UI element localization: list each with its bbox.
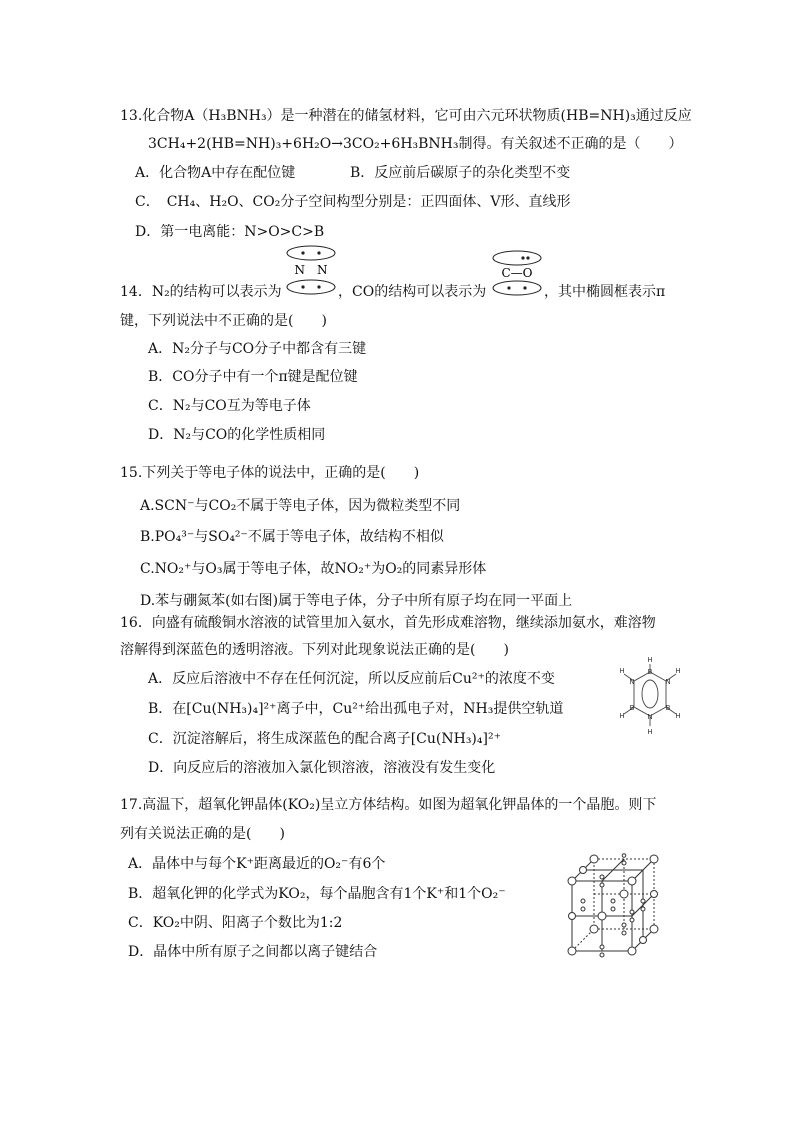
q16-option-d: D．向反应后的溶液加入氯化钡溶液，溶液没有发生变化 [148,760,496,776]
q17-stem-line2: 列有关说法正确的是( ) [120,826,285,842]
n2-structure-figure [284,244,338,298]
q14-option-c: C．N₂与CO互为等电子体 [148,398,311,414]
q14-stem-mid: ，CO的结构可以表示为 [338,284,487,300]
q17-option-c: C．KO₂中阴、阳离子个数比为1:2 [128,915,343,931]
q16-option-b: B．在[Cu(NH₃)₄]²⁺离子中，Cu²⁺给出孤电子对，NH₃提供空轨道 [148,701,564,717]
q14-stem-line2: 键，下列说法中不正确的是( ) [120,313,327,329]
co-label: C—O [501,266,533,280]
q15-option-d: D.苯与硼氮苯(如右图)属于等电子体，分子中所有原子均在同一平面上 [140,593,573,609]
q15-option-c: C.NO₂⁺与O₃属于等电子体，故NO₂⁺为O₂的同素异形体 [140,561,487,577]
ko2-unit-cell-figure [566,853,662,963]
q15-stem: 15.下列关于等电子体的说法中，正确的是( ) [120,465,420,481]
q17-option-d: D．晶体中所有原子之间都以离子键结合 [128,944,378,960]
borazine-atom: H [647,728,653,736]
q17-option-b: B．超氧化钾的化学式为KO₂，每个晶胞含有1个K⁺和1个O₂⁻ [128,886,506,902]
borazine-atom: H [619,712,625,720]
borazine-atom: H [647,656,653,664]
q13-stem-line2: 3CH₄+2(HB=NH)₃+6H₂O→3CO₂+6H₃BNH₃制得。有关叙述不正确的是（ ） [148,136,683,152]
q14-option-d: D．N₂与CO的化学性质相同 [148,427,326,443]
borazine-atom: H [675,712,681,720]
borazine-structure-figure [612,654,688,738]
borazine-atom: B [665,704,671,712]
q14-option-a: A．N₂分子与CO分子中都含有三键 [148,341,367,357]
borazine-atom: N [647,713,653,721]
q13-option-d: D．第一电离能：N>O>C>B [135,224,325,240]
borazine-atom: B [647,668,653,676]
q13-option-a: A．化合物A中存在配位键 [135,165,296,181]
borazine-atom: B [629,704,635,712]
borazine-atom: H [619,667,625,675]
q16-option-c: C．沉淀溶解后，将生成深蓝色的配合离子[Cu(NH₃)₄]²⁺ [148,731,501,747]
q14-stem-post: ，其中椭圆框表示π [544,284,666,300]
q14-stem-pre: 14．N₂的结构可以表示为 [120,284,282,300]
co-structure-figure [490,250,544,298]
borazine-atom: N [629,678,635,686]
borazine-atom: N [665,678,671,686]
n2-label: N N [294,263,328,277]
q13-option-b: B．反应前后碳原子的杂化类型不变 [350,165,571,181]
q17-option-a: A．晶体中与每个K⁺距离最近的O₂⁻有6个 [128,856,386,872]
q15-option-a: A.SCN⁻与CO₂不属于等电子体，因为微粒类型不同 [140,498,461,514]
q16-option-a: A．反应后溶液中不存在任何沉淀，所以反应前后Cu²⁺的浓度不变 [148,671,555,687]
q16-stem-line1: 16．向盛有硫酸铜水溶液的试管里加入氨水，首先形成难溶物，继续添加氨水，难溶物 [120,615,656,631]
q14-option-b: B．CO分子中有一个π键是配位键 [148,369,358,385]
borazine-atom: H [675,667,681,675]
q13-option-c: C． CH₄、H₂O、CO₂分子空间构型分别是：正四面体、V形、直线形 [135,194,571,210]
q17-stem-line1: 17.高温下，超氧化钾晶体(KO₂)呈立方体结构。如图为超氧化钾晶体的一个晶胞。则下 [120,797,657,813]
q13-stem-line1: 13.化合物A（H₃BNH₃）是一种潜在的储氢材料，它可由六元环状物质(HB=NH)₃通过反应 [120,108,692,124]
q16-stem-line2: 溶解得到深蓝色的透明溶液。下列对此现象说法正确的是( ) [120,642,509,658]
q15-option-b: B.PO₄³⁻与SO₄²⁻不属于等电子体，故结构不相似 [140,529,444,545]
